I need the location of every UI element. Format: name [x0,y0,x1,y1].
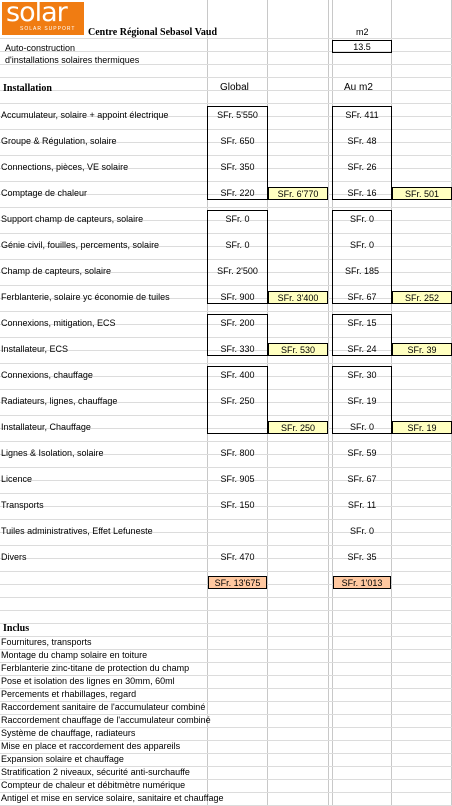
subtitle-line-1: Auto-construction [5,43,76,53]
inclus-item: Raccordement sanitaire de l'accumulateur combiné [1,702,206,712]
row-label: Support champ de capteurs, solaire [1,214,144,224]
subtotal-cell[interactable]: SFr. 3'400 [268,291,328,304]
inclus-item: Mise en place et raccordement des appareils [1,741,181,751]
global-cost-cell[interactable]: SFr. 5'550 [217,110,258,120]
inclus-item: Montage du champ solaire en toiture [1,650,148,660]
row-label: Licence [1,474,33,484]
per-m2-cost-cell[interactable]: SFr. 67 [347,292,377,302]
global-cost-cell[interactable]: SFr. 2'500 [217,266,258,276]
per-m2-cost-cell[interactable]: SFr. 0 [349,240,374,250]
row-label: Radiateurs, lignes, chauffage [1,396,118,406]
row-label: Installateur, ECS [1,344,69,354]
global-cost-cell[interactable]: SFr. 650 [220,136,255,146]
global-cost-cell[interactable]: SFr. 400 [220,370,255,380]
inclus-item: Système de chauffage, radiateurs [1,728,136,738]
row-label: Génie civil, fouilles, percements, solaire [1,240,160,250]
global-cost-cell[interactable]: SFr. 905 [220,474,255,484]
inclus-item: Percements et rhabillages, regard [1,689,137,699]
global-cost-cell[interactable]: SFr. 250 [220,396,255,406]
row-label: Ferblanterie, solaire yc économie de tuiles [1,292,170,302]
row-label: Lignes & Isolation, solaire [1,448,104,458]
m2-label: m2 [356,27,369,37]
row-label: Groupe & Régulation, solaire [1,136,117,146]
total-per-m2-cell[interactable]: SFr. 1'013 [333,576,391,589]
per-m2-column-header: Au m2 [344,82,373,93]
subtotal-cell[interactable]: SFr. 250 [268,421,328,434]
row-label: Transports [1,500,44,510]
subtotal-per-m2-cell[interactable]: SFr. 39 [392,343,452,356]
global-cost-cell[interactable]: SFr. 0 [225,214,250,224]
global-cost-cell[interactable] [208,421,267,434]
per-m2-cost-cell[interactable]: SFr. 67 [347,474,377,484]
inclus-item: Ferblanterie zinc-titane de protection du champ [1,663,190,673]
per-m2-cost-cell[interactable]: SFr. 16 [347,188,377,198]
per-m2-cost-cell[interactable]: SFr. 411 [345,110,379,120]
m2-value-cell[interactable]: 13.5 [332,40,392,53]
global-cost-cell[interactable] [208,525,267,538]
total-global-cell[interactable]: SFr. 13'675 [208,576,267,589]
global-cost-cell[interactable]: SFr. 330 [220,344,255,354]
row-label: Connexions, mitigation, ECS [1,318,116,328]
per-m2-cost-cell[interactable]: SFr. 11 [347,500,377,510]
per-m2-cost-cell[interactable]: SFr. 0 [349,526,374,536]
row-label: Connections, pièces, VE solaire [1,162,129,172]
subtotal-cell[interactable]: SFr. 6'770 [268,187,328,200]
per-m2-cost-cell[interactable]: SFr. 26 [347,162,377,172]
per-m2-cost-cell[interactable]: SFr. 24 [347,344,377,354]
row-label: Tuiles administratives, Effet Lefuneste [1,526,153,536]
inclus-item: Pose et isolation des lignes en 30mm, 60ml [1,676,175,686]
row-label: Accumulateur, solaire + appoint électrique [1,110,169,120]
subtotal-cell[interactable]: SFr. 530 [268,343,328,356]
per-m2-cost-cell[interactable]: SFr. 0 [349,214,374,224]
per-m2-cost-cell[interactable]: SFr. 35 [347,552,377,562]
page-title: Centre Régional Sebasol Vaud [88,27,218,38]
inclus-item: Antigel et mise en service solaire, sanitaire et chauffage [1,793,224,803]
per-m2-cost-cell[interactable]: SFr. 185 [344,266,380,276]
per-m2-cost-cell[interactable]: SFr. 0 [349,422,374,432]
row-label: Comptage de chaleur [1,188,88,198]
subtotal-per-m2-cell[interactable]: SFr. 501 [392,187,452,200]
per-m2-cost-cell[interactable]: SFr. 59 [347,448,377,458]
global-cost-cell[interactable]: SFr. 200 [220,318,255,328]
global-cost-cell[interactable]: SFr. 220 [220,188,255,198]
global-cost-cell[interactable]: SFr. 0 [225,240,250,250]
row-label: Installateur, Chauffage [1,422,91,432]
global-cost-cell[interactable]: SFr. 150 [220,500,255,510]
global-cost-cell[interactable]: SFr. 470 [220,552,255,562]
inclus-item: Compteur de chaleur et débitmètre numérique [1,780,186,790]
inclus-item: Fournitures, transports [1,637,92,647]
per-m2-cost-cell[interactable]: SFr. 15 [347,318,377,328]
solar-logo: solar SOLAR SUPPORT [2,2,84,35]
inclus-heading: Inclus [3,623,30,634]
global-cost-cell[interactable]: SFr. 800 [220,448,255,458]
inclus-item: Stratification 2 niveaux, sécurité anti-surchauffe [1,767,190,777]
global-cost-cell[interactable]: SFr. 350 [220,162,255,172]
per-m2-cost-cell[interactable]: SFr. 30 [347,370,377,380]
global-column-header: Global [220,82,249,93]
installation-heading: Installation [3,83,52,94]
row-label: Connexions, chauffage [1,370,93,380]
inclus-item: Expansion solaire et chauffage [1,754,124,764]
subtotal-per-m2-cell[interactable]: SFr. 19 [392,421,452,434]
row-label: Divers [1,552,27,562]
per-m2-cost-cell[interactable]: SFr. 48 [347,136,377,146]
row-label: Champ de capteurs, solaire [1,266,112,276]
inclus-item: Raccordement chauffage de l'accumulateur combiné [1,715,211,725]
per-m2-cost-cell[interactable]: SFr. 19 [347,396,377,406]
subtitle-line-2: d'installations solaires thermiques [5,55,140,65]
global-cost-cell[interactable]: SFr. 900 [220,292,255,302]
subtotal-per-m2-cell[interactable]: SFr. 252 [392,291,452,304]
